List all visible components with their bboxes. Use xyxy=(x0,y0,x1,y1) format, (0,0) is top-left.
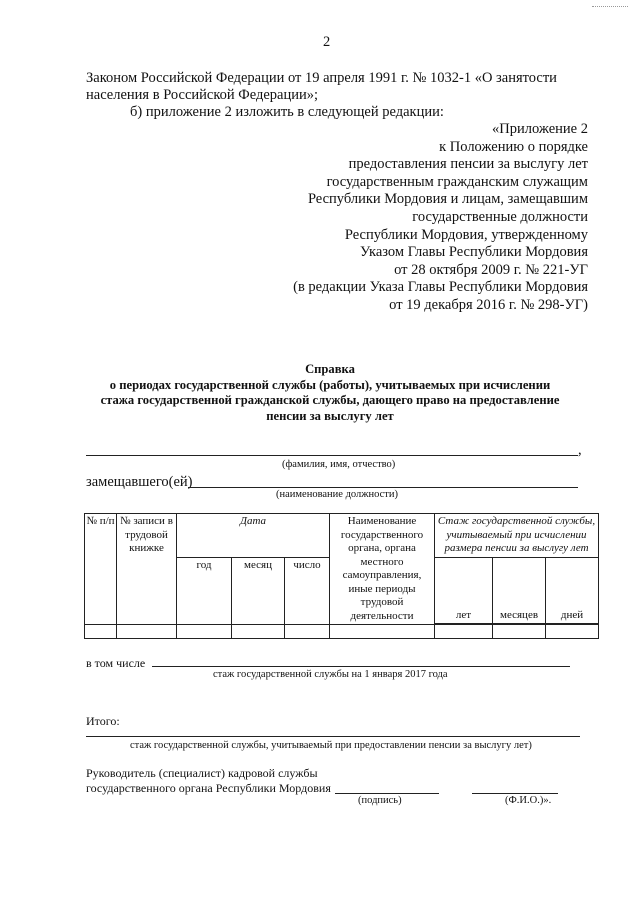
header-months: месяцев xyxy=(493,557,546,624)
table-cell[interactable] xyxy=(85,625,117,639)
appendix-line: «Приложение 2 xyxy=(492,121,588,137)
including-caption: стаж государственной службы на 1 января 2017 года xyxy=(213,669,448,680)
including-label: в том числе xyxy=(86,656,146,670)
header-stazh: Стаж государственной службы, учитываемый при исчислении размера пенсии за выслугу лет xyxy=(435,514,599,558)
header-record: № записи в трудовой книжке xyxy=(117,514,177,625)
header-day: число xyxy=(285,557,330,625)
appendix-line: государственные должности xyxy=(412,208,588,225)
intro-line-3: б) приложение 2 изложить в следующей редакции: xyxy=(130,104,444,120)
header-org: Наименование государственного органа, органа местного самоуправления, иные периоды трудовой деятельности xyxy=(330,514,435,625)
table-cell[interactable] xyxy=(117,625,177,639)
appendix-line: от 19 декабря 2016 г. № 298-УГ) xyxy=(389,296,588,313)
corner-dots xyxy=(592,6,628,7)
document-title xyxy=(70,362,590,424)
table-cell[interactable] xyxy=(232,625,285,639)
appendix-line: (в редакции Указа Главы Республики Мордовия xyxy=(293,279,588,296)
signature-field-line[interactable] xyxy=(335,793,439,794)
appendix-header xyxy=(293,121,588,315)
sign-caption: (подпись) xyxy=(358,795,402,806)
total-label: Итого: xyxy=(86,714,120,728)
periods-table xyxy=(84,513,599,639)
header-num: № п/п xyxy=(85,514,117,625)
position-caption: (наименование должности) xyxy=(276,489,399,500)
position-label: замещавшего(ей) xyxy=(86,474,193,490)
appendix-line: Указом Главы Республики Мордовия xyxy=(360,244,588,261)
header-month: месяц xyxy=(232,557,285,625)
table-cell[interactable] xyxy=(546,625,599,639)
fio-comma: , xyxy=(578,442,582,458)
total-field-line[interactable] xyxy=(86,736,580,737)
table-cell[interactable] xyxy=(493,625,546,639)
position-field-line[interactable] xyxy=(188,487,578,488)
name-caption: (Ф.И.О.)». xyxy=(505,795,552,806)
signature-line-1: Руководитель (специалист) кадровой службы xyxy=(86,766,318,780)
total-caption: стаж государственной службы, учитываемый при предоставлении пенсии за выслугу лет) xyxy=(130,740,532,751)
including-field-line[interactable] xyxy=(152,666,570,667)
header-years: лет xyxy=(435,557,493,624)
page-number: 2 xyxy=(323,34,331,50)
table-cell[interactable] xyxy=(330,625,435,639)
name-field-line[interactable] xyxy=(472,793,558,794)
title-line: стажа государственной гражданской службы, дающего право на предоставление xyxy=(100,393,560,408)
title-line: пенсии за выслугу лет xyxy=(266,408,394,423)
appendix-line: государственным гражданским служащим xyxy=(326,173,588,190)
appendix-line: от 28 октября 2009 г. № 221-УГ xyxy=(394,261,588,278)
appendix-line: Республики Мордовия и лицам, замещавшим xyxy=(307,191,588,208)
intro-line-2: населения в Российской Федерации»; xyxy=(86,87,319,103)
appendix-line: предоставления пенсии за выслугу лет xyxy=(348,156,588,173)
fio-caption: (фамилия, имя, отчество) xyxy=(282,459,396,470)
title-line: Справка xyxy=(305,362,355,376)
intro-line-1: Законом Российской Федерации от 19 апреля 1991 г. № 1032-1 «О занятости xyxy=(86,70,557,86)
table-cell[interactable] xyxy=(435,625,493,639)
appendix-line: Республики Мордовия, утвержденному xyxy=(344,226,588,243)
fio-field-line[interactable] xyxy=(86,455,578,456)
appendix-line: к Положению о порядке xyxy=(439,138,588,155)
header-date: Дата xyxy=(177,514,330,558)
table-cell[interactable] xyxy=(177,625,232,639)
header-year: год xyxy=(177,557,232,625)
table-cell[interactable] xyxy=(285,625,330,639)
header-days: дней xyxy=(546,557,599,624)
title-line: о периодах государственной службы (работы), учитываемых при исчислении xyxy=(109,377,551,392)
signature-line-2: государственного органа Республики Мордовия xyxy=(86,781,331,795)
